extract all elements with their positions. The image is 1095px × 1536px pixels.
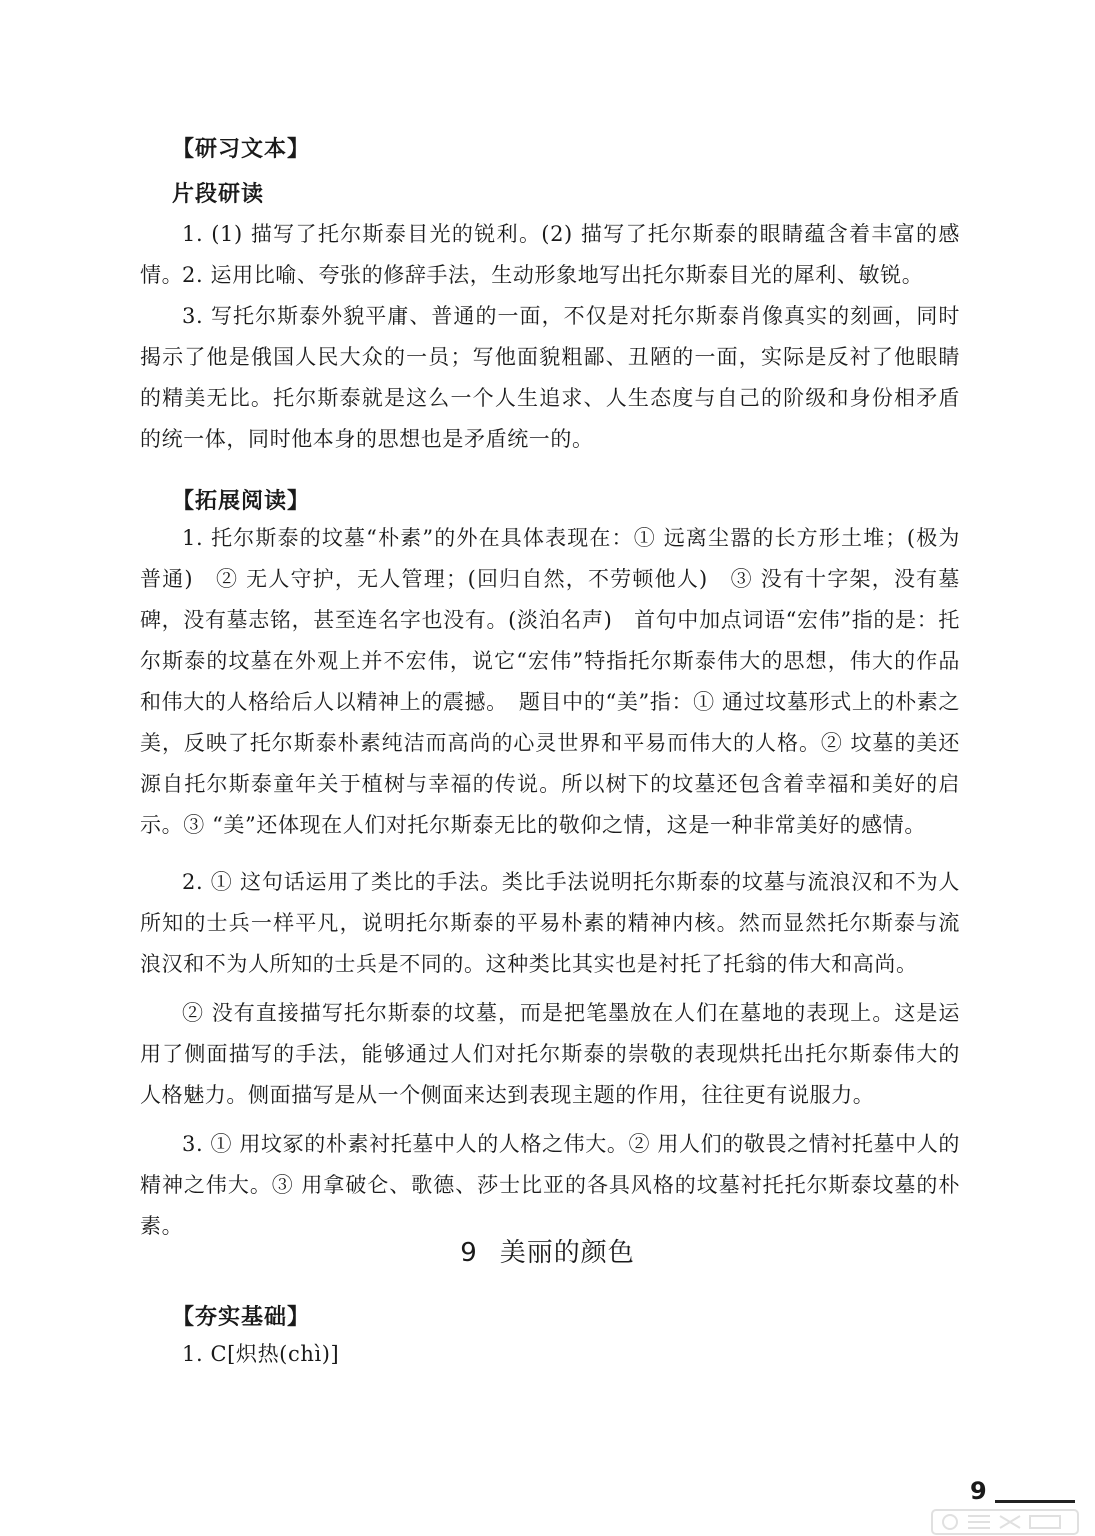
answer-yanxi-2: 2. 运用比喻、夸张的修辞手法，生动形象地写出托尔斯泰目光的犀利、敏锐。 <box>182 263 924 287</box>
subheading-pianduan: 片段研读 <box>172 182 265 207</box>
answer-yanxi-3: 3. 写托尔斯泰外貌平庸、普通的一面，不仅是对托尔斯泰肖像真实的刻画，同时揭示了他是俄国人民大众的一员；写他面貌粗鄙、丑陋的一面，实际是反衬了他眼睛的精美无比。托尔斯泰就是这么一个人生追求、人生态度与自己的阶级和身份相矛盾的统一体，同时他本身的思想也是矛盾统一的。 <box>140 304 960 451</box>
page-number: 9 <box>970 1477 987 1505</box>
section-heading-hangshi: 【夯实基础】 <box>172 1305 311 1330</box>
answer-tuozhan-2a: 2. ① 这句话运用了类比的手法。类比手法说明托尔斯泰的坟墓与流浪汉和不为人所知的士兵一样平凡，说明托尔斯泰的平易朴素的精神内核。然而显然托尔斯泰与流浪汉和不为人所知的士兵是不同的。这种类比其实也是衬托了托翁的伟大和高尚。 <box>140 870 960 976</box>
chapter-number: 9 <box>460 1238 478 1268</box>
answer-tuozhan-3: 3. ① 用坟冢的朴素衬托墓中人的人格之伟大。② 用人们的敬畏之情衬托墓中人的精神之伟大。③ 用拿破仑、歌德、莎士比亚的各具风格的坟墓衬托托尔斯泰坟墓的朴素。 <box>140 1132 960 1238</box>
section-heading-tuozhan: 【拓展阅读】 <box>172 489 311 514</box>
answer-tuozhan-1: 1. 托尔斯泰的坟墓“朴素”的外在具体表现在：① 远离尘嚣的长方形土堆；(极为普通) ② 无人守护，无人管理；(回归自然，不劳顿他人) ③ 没有十字架，没有墓碑，没有墓志铭，甚至连名字也没有。(淡泊名声) 首句中加点词语“宏伟”指的是：托尔斯泰的坟墓在外观上并不宏伟，说它“宏伟”特指托尔斯泰伟大的思想，伟大的作品和伟大的人格给后人以精神上的震撼。 题目中的“美”指：① 通过坟墓形式上的朴素之美，反映了托尔斯泰朴素纯洁而高尚的心灵世界和平易而伟大的人格。② 坟墓的美还源自托尔斯泰童年关于植树与幸福的传说。所以树下的坟墓还包含着幸福和美好的启示。③ “美”还体现在人们对托尔斯泰无比的敬仰之情，这是一种非常美好的感情。 <box>140 526 960 837</box>
answer-hangshi-1: 1. C[炽热(chì)] <box>182 1342 340 1366</box>
answer-yanxi-1: 1. (1) 描写了托尔斯泰目光的锐利。(2) 描写了托尔斯泰的眼睛蕴含着丰富的感情。 <box>140 222 960 287</box>
chapter-title <box>0 1232 1095 1269</box>
chapter-name: 美丽的颜色 <box>499 1238 635 1268</box>
watermark-logo <box>930 1508 1080 1536</box>
section-heading-yanxi: 【研习文本】 <box>172 137 311 162</box>
answer-tuozhan-2b: ② 没有直接描写托尔斯泰的坟墓，而是把笔墨放在人们在墓地的表现上。这是运用了侧面描写的手法，能够通过人们对托尔斯泰的崇敬的表现烘托出托尔斯泰伟大的人格魅力。侧面描写是从一个侧面来达到表现主题的作用，往往更有说服力。 <box>140 1001 960 1107</box>
footer-rule <box>995 1500 1075 1503</box>
